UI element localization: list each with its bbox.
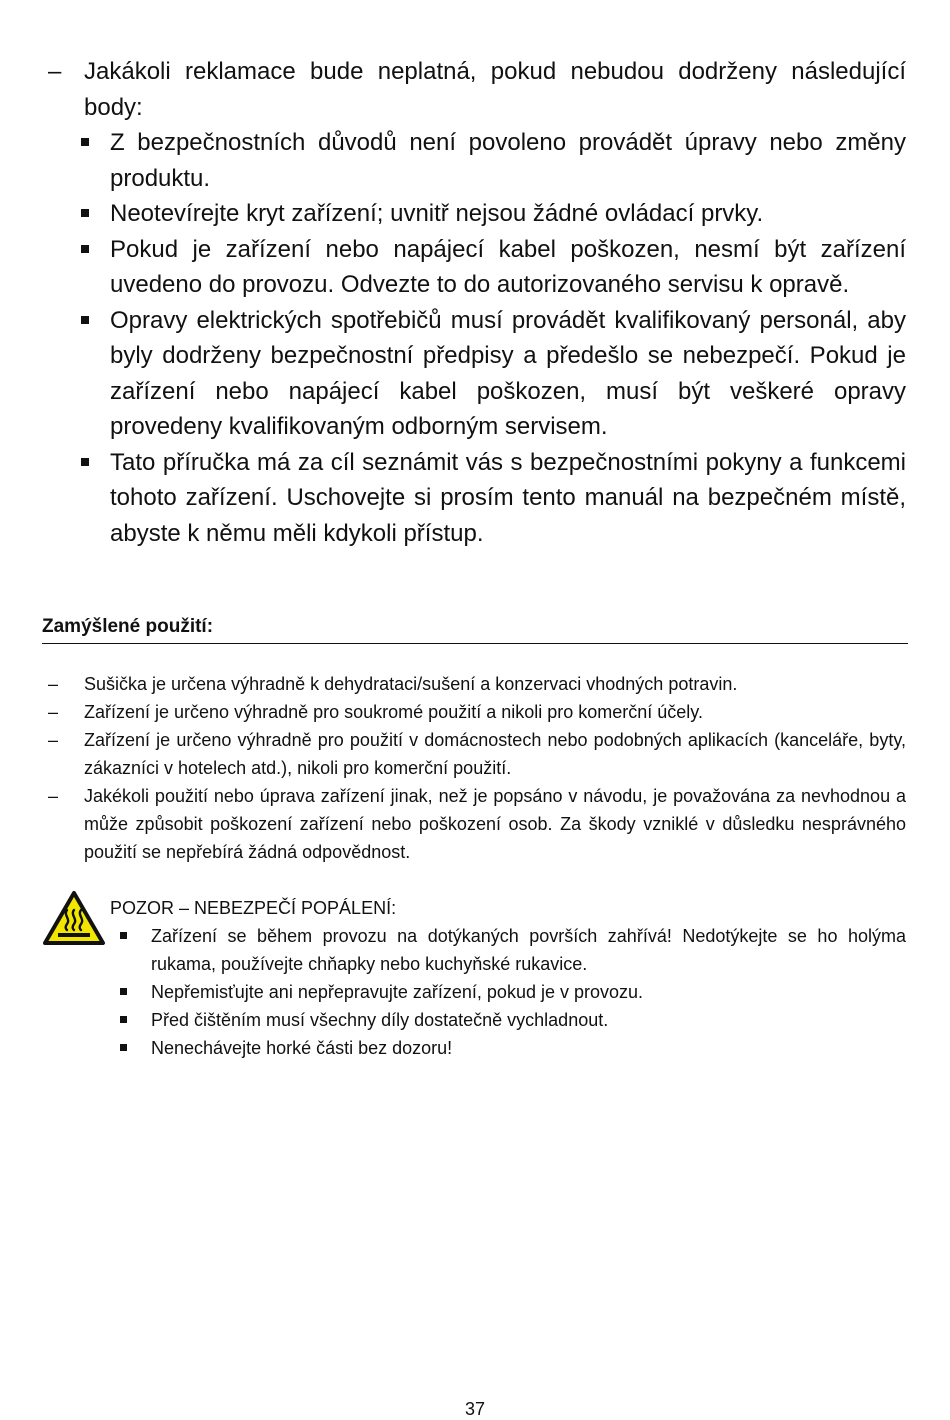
list-item (48, 196, 906, 232)
list-item-text: Nepřemisťujte ani nepřepravujte zařízení, pokud je v provozu. (151, 982, 644, 1002)
list-item-text: Zařízení je určeno výhradně pro soukromé použití a nikoli pro komerční účely. (84, 702, 703, 722)
square-bullet-icon (81, 316, 89, 324)
intended-use-heading: Zamýšlené použití: (42, 614, 908, 644)
list-item-text: Nenechávejte horké části bez dozoru! (151, 1038, 453, 1058)
list-item-text: Opravy elektrických spotřebičů musí provádět kvalifikovaný personál, aby byly dodrženy bezpečnostní předpisy a předešlo se nebezpečí. Pokud je zařízení nebo napájecí kabel poškozen, musí být veškeré opravy provedeny kvalifikovaným odborným servisem. (110, 306, 906, 440)
list-item (48, 232, 906, 303)
intended-use-list (48, 670, 906, 866)
list-item-text: Jakékoli použití nebo úprava zařízení jinak, než je popsáno v návodu, je považována za nevhodnou a může způsobit poškození zařízení nebo poškození osob. Za škody vzniklé v důsledku nesprávného použití se nepřebírá žádná odpovědnost. (84, 786, 906, 862)
reklamace-intro (48, 54, 906, 125)
hot-surface-warning-icon (42, 890, 106, 946)
square-bullet-icon (81, 209, 89, 217)
square-bullet-icon (81, 245, 89, 253)
square-bullet-icon (120, 932, 127, 939)
list-item-text: Sušička je určena výhradně k dehydrataci/sušení a konzervaci vhodných potravin. (84, 674, 738, 694)
dash-bullet: – (48, 730, 59, 750)
square-bullet-icon (81, 458, 89, 466)
list-item-text: Zařízení je určeno výhradně pro použití v domácnostech nebo podobných aplikacích (kanceláře, byty, zákazníci v hotelech atd.), nikoli pro komerční použití. (84, 730, 906, 778)
reklamace-conditions-list (48, 125, 906, 551)
list-item-text: Před čištěním musí všechny díly dostatečně vychladnout. (151, 1010, 609, 1030)
burn-warning-section (110, 894, 906, 1062)
reklamace-intro-text: Jakákoli reklamace bude neplatná, pokud nebudou dodrženy následující body: (84, 58, 906, 121)
list-item-text: Z bezpečnostních důvodů není povoleno provádět úpravy nebo změny produktu. (110, 129, 906, 192)
list-item (48, 125, 906, 196)
burn-warning-title: POZOR – NEBEZPEČÍ POPÁLENÍ: (110, 898, 397, 918)
dash-bullet: – (48, 786, 59, 806)
page-number: 37 (464, 1399, 486, 1419)
list-item (48, 670, 906, 698)
list-item (48, 445, 906, 552)
list-item-text: Tato příručka má za cíl seznámit vás s bezpečnostními pokyny a funkcemi tohoto zařízení. Uschovejte si prosím tento manuál na bezpečném místě, abyste k němu měli kdykoli přístup. (110, 448, 906, 547)
square-bullet-icon (120, 1044, 127, 1051)
list-item (110, 978, 906, 1006)
list-item (110, 1034, 906, 1062)
list-item-text: Neotevírejte kryt zařízení; uvnitř nejsou žádné ovládací prvky. (110, 200, 764, 227)
square-bullet-icon (120, 1016, 127, 1023)
square-bullet-icon (81, 138, 89, 146)
list-item (48, 303, 906, 445)
list-item (110, 922, 906, 978)
list-item (110, 1006, 906, 1034)
list-item (48, 698, 906, 726)
list-item (48, 782, 906, 866)
square-bullet-icon (120, 988, 127, 995)
dash-bullet: – (48, 702, 59, 722)
dash-bullet: – (48, 674, 59, 694)
list-item-text: Pokud je zařízení nebo napájecí kabel poškozen, nesmí být zařízení uvedeno do provozu. Odvezte to do autorizovaného servisu k opravě. (110, 235, 906, 298)
dash-bullet: – (48, 58, 62, 85)
list-item-text: Zařízení se během provozu na dotýkaných površích zahřívá! Nedotýkejte se ho holýma rukama, používejte chňapky nebo kuchyňské rukavice. (151, 926, 906, 974)
reklamace-section (48, 54, 906, 551)
list-item (48, 726, 906, 782)
